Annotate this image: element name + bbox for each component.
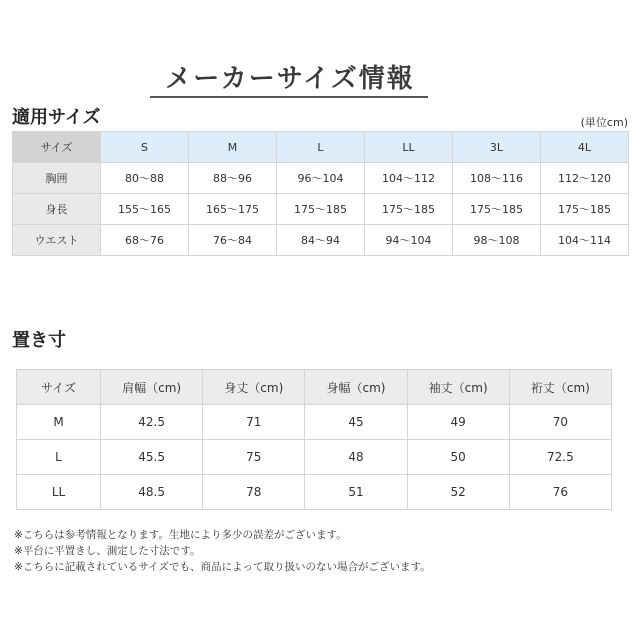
notes [14, 527, 431, 575]
table-cell: 175〜185 [541, 194, 629, 225]
table-cell: 70 [509, 405, 611, 440]
header-cell: 裄丈（cm) [509, 370, 611, 405]
table-cell: 72.5 [509, 440, 611, 475]
table-cell: 78 [203, 475, 305, 510]
table-header-row [13, 132, 629, 163]
table-cell: 88〜96 [189, 163, 277, 194]
unit-note: (単位cm) [580, 116, 628, 129]
table-cell: 76〜84 [189, 225, 277, 256]
row-label: ウエスト [13, 225, 101, 256]
table-cell: 76 [509, 475, 611, 510]
table-cell: 48 [305, 440, 407, 475]
header-cell: L [277, 132, 365, 163]
table-cell: 175〜185 [277, 194, 365, 225]
header-cell: 身丈（cm) [203, 370, 305, 405]
table-row [13, 225, 629, 256]
table-header-row [17, 370, 612, 405]
table-cell: 84〜94 [277, 225, 365, 256]
row-label: M [17, 405, 101, 440]
header-cell: 4L [541, 132, 629, 163]
table-cell: 112〜120 [541, 163, 629, 194]
table-row [17, 440, 612, 475]
table-cell: 52 [407, 475, 509, 510]
table-cell: 165〜175 [189, 194, 277, 225]
flat-section-title: 置き寸 [12, 330, 66, 351]
table-cell: 48.5 [101, 475, 203, 510]
table-cell: 42.5 [101, 405, 203, 440]
table-cell: 50 [407, 440, 509, 475]
header-cell: 身幅（cm) [305, 370, 407, 405]
header-cell: LL [365, 132, 453, 163]
header-cell: 肩幅（cm) [101, 370, 203, 405]
table-cell: 98〜108 [453, 225, 541, 256]
row-label: 胸囲 [13, 163, 101, 194]
table-cell: 104〜114 [541, 225, 629, 256]
table-row [17, 475, 612, 510]
fit-section-title: 適用サイズ [12, 107, 101, 128]
table-cell: 104〜112 [365, 163, 453, 194]
row-label: LL [17, 475, 101, 510]
table-cell: 45.5 [101, 440, 203, 475]
table-cell: 96〜104 [277, 163, 365, 194]
table-cell: 94〜104 [365, 225, 453, 256]
header-cell: サイズ [13, 132, 101, 163]
main-title: メーカーサイズ情報 [165, 64, 415, 94]
table-row [13, 194, 629, 225]
row-label: L [17, 440, 101, 475]
note-line: ※こちらは参考情報となります。生地により多少の誤差がございます。 [14, 529, 347, 541]
table-cell: 51 [305, 475, 407, 510]
flat-measurement-table [16, 369, 612, 510]
table-cell: 108〜116 [453, 163, 541, 194]
fit-size-table [12, 131, 629, 256]
header-cell: サイズ [17, 370, 101, 405]
table-cell: 68〜76 [101, 225, 189, 256]
header-cell: S [101, 132, 189, 163]
note-line: ※平台に平置きし、測定した寸法です。 [14, 545, 201, 557]
table-cell: 175〜185 [453, 194, 541, 225]
table-cell: 71 [203, 405, 305, 440]
table-cell: 45 [305, 405, 407, 440]
header-cell: M [189, 132, 277, 163]
table-cell: 175〜185 [365, 194, 453, 225]
table-cell: 49 [407, 405, 509, 440]
table-row [13, 163, 629, 194]
header-cell: 3L [453, 132, 541, 163]
row-label: 身長 [13, 194, 101, 225]
title-underline [150, 96, 428, 98]
table-cell: 155〜165 [101, 194, 189, 225]
header-cell: 袖丈（cm) [407, 370, 509, 405]
table-cell: 80〜88 [101, 163, 189, 194]
note-line: ※こちらに記載されているサイズでも、商品によって取り扱いのない場合がございます。 [14, 561, 431, 573]
table-cell: 75 [203, 440, 305, 475]
table-row [17, 405, 612, 440]
